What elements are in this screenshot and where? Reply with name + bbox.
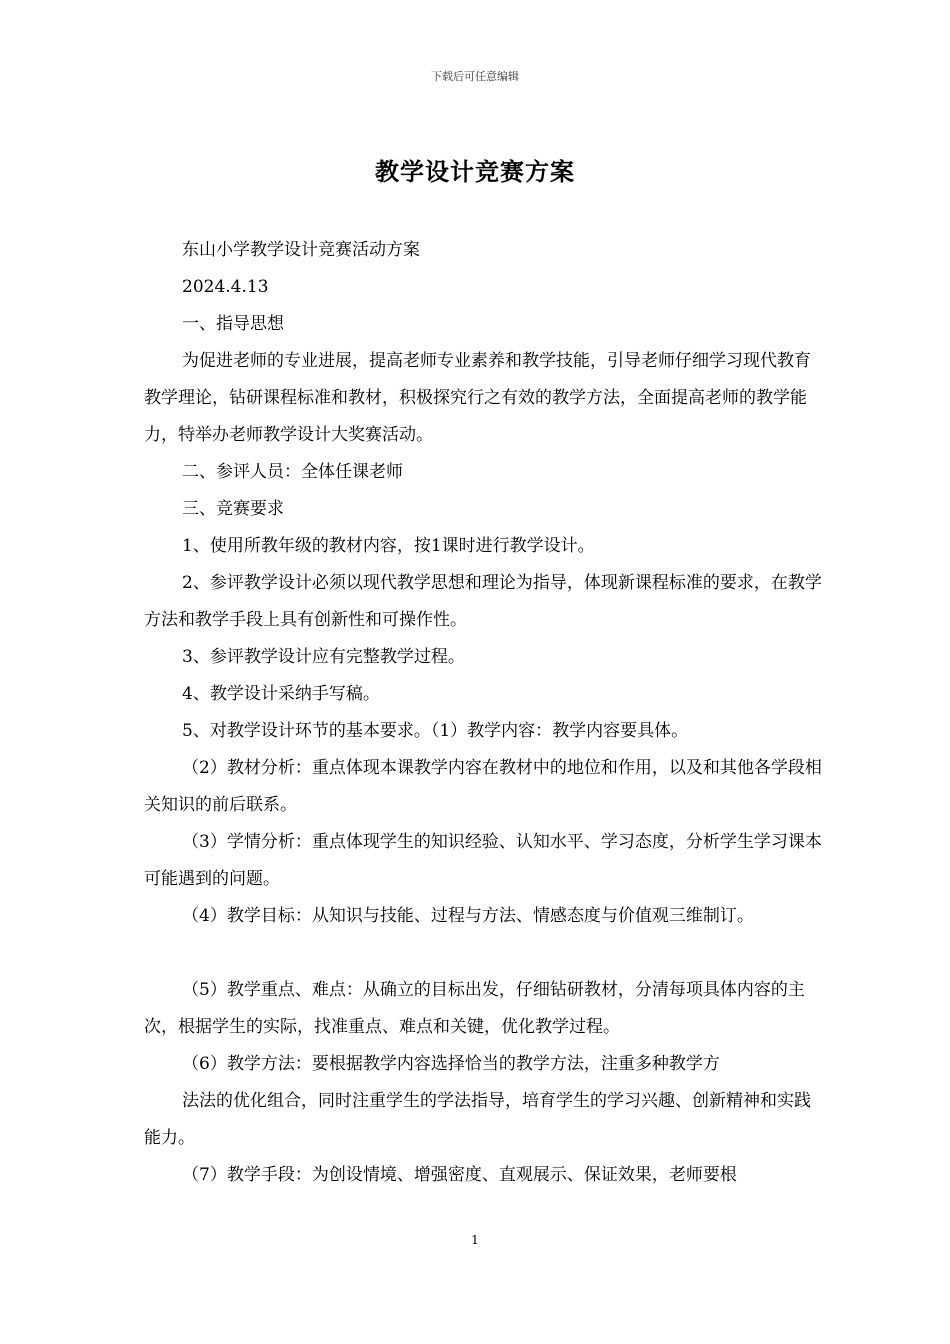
paragraph-subtitle: 东山小学教学设计竞赛活动方案 (182, 240, 420, 260)
requirement-3: 3、参评教学设计应有完整教学过程。 (182, 647, 465, 667)
requirement-5: 5、对教学设计环节的基本要求。（1）教学内容：教学内容要具体。 (182, 721, 689, 741)
heading-requirements: 三、竞赛要求 (182, 499, 284, 519)
requirement-2: 2、参评教学设计必须以现代教学思想和理论为指导，体现新课程标准的要求，在教学方法和教学手段上具有创新性和可操作性。 (144, 573, 822, 630)
paragraph-guiding-ideology: 为促进老师的专业进展，提高老师专业素养和教学技能，引导老师仔细学习现代教育教学理论，钻研课程标准和教材，积极探究行之有效的教学方法，全面提高老师的教学能力，特举办老师教学设计大奖赛活动。 (144, 351, 811, 445)
sub-requirement-2: （2）教材分析：重点体现本课教学内容在教材中的地位和作用，以及和其他各学段相关知识的前后联系。 (144, 758, 822, 815)
requirement-1: 1、使用所教年级的教材内容，按1课时进行教学设计。 (182, 536, 595, 556)
header-note: 下载后可任意编辑 (431, 70, 519, 83)
document-body (144, 232, 824, 1194)
sub-requirement-6-continued: 法法的优化组合，同时注重学生的学法指导，培育学生的学习兴趣、创新精神和实践能力。 (144, 1091, 811, 1148)
sub-requirement-5: （5）教学重点、难点：从确立的目标出发，仔细钻研教材，分清每项具体内容的主次，根据学生的实际，找准重点、难点和关键，优化教学过程。 (144, 980, 805, 1037)
sub-requirement-6: （6）教学方法：要根据教学内容选择恰当的教学方法，注重多种教学方 (182, 1054, 720, 1074)
heading-guiding-ideology: 一、指导思想 (182, 314, 284, 334)
sub-requirement-3: （3）学情分析：重点体现学生的知识经验、认知水平、学习态度，分析学生学习课本可能遇到的问题。 (144, 832, 822, 889)
document-title: 教学设计竞赛方案 (375, 157, 575, 186)
sub-requirement-4: （4）教学目标：从知识与技能、过程与方法、情感态度与价值观三维制订。 (182, 906, 754, 926)
sub-requirement-7: （7）教学手段：为创设情境、增强密度、直观展示、保证效果，老师要根 (182, 1165, 737, 1185)
paragraph-date: 2024.4.13 (182, 277, 269, 297)
requirement-4: 4、教学设计采纳手写稿。 (182, 684, 380, 704)
page-number: 1 (471, 1233, 479, 1247)
heading-participants: 二、参评人员：全体任课老师 (182, 462, 403, 482)
